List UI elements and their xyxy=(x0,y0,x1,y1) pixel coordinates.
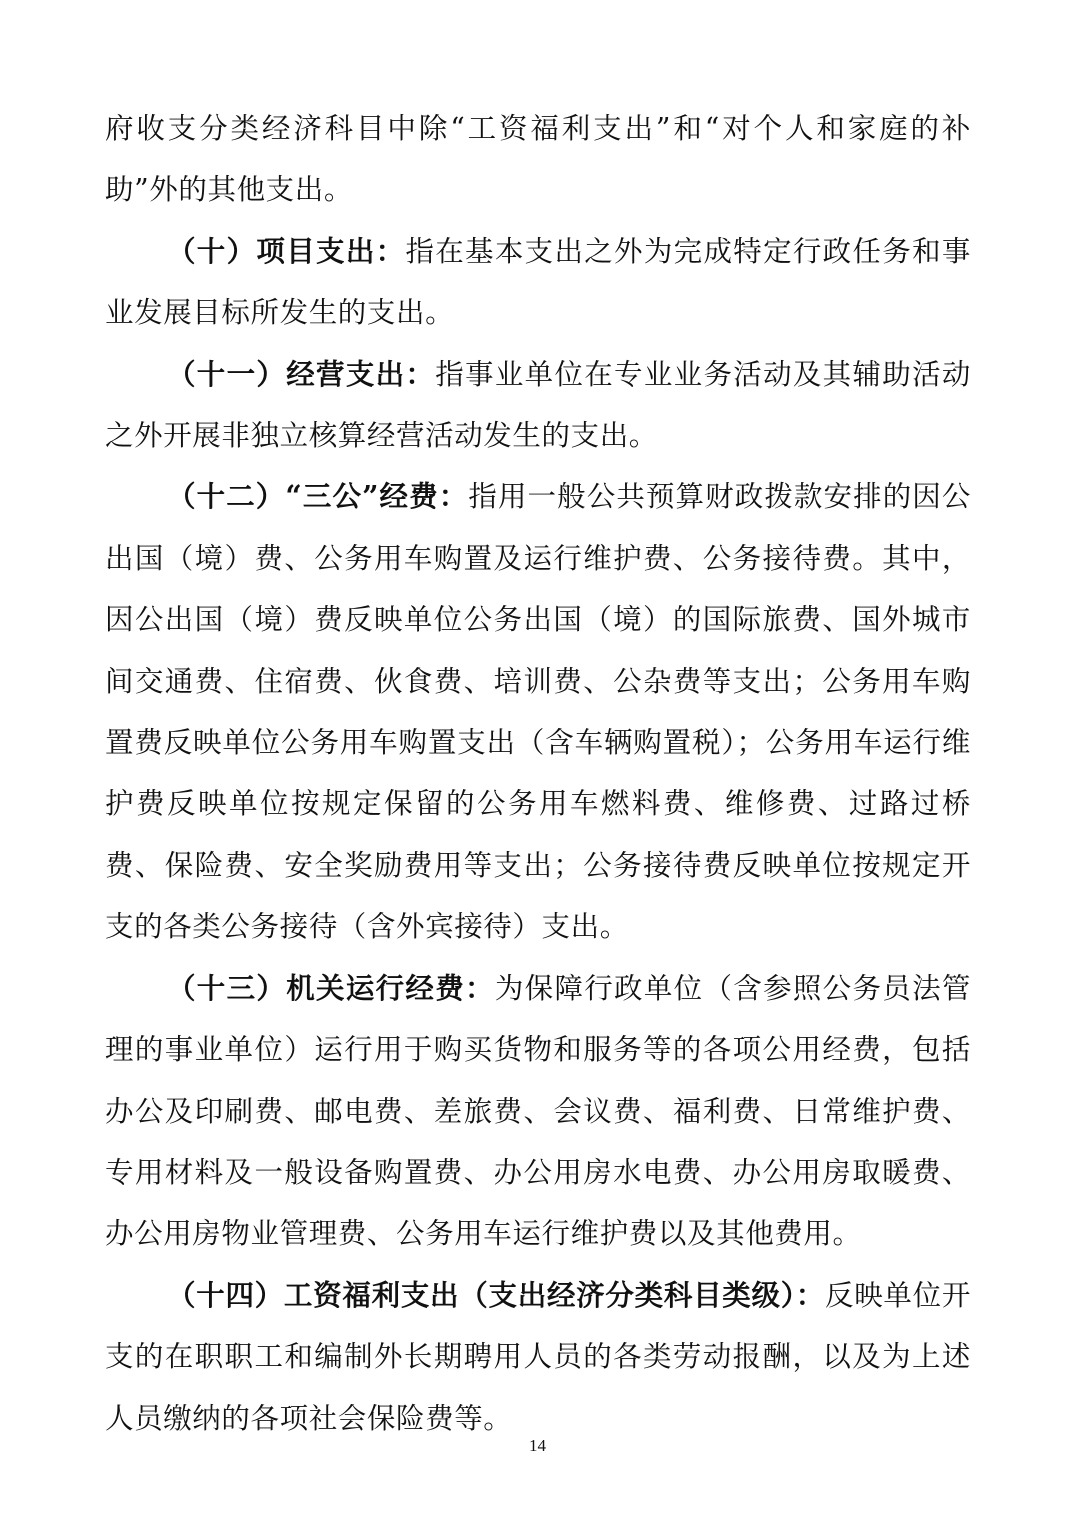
paragraph-project-expenditure xyxy=(105,221,971,344)
page-number: 14 xyxy=(529,1436,546,1455)
paragraph-text: 指用一般公共预算财政拨款安排的因公出国（境）费、公务用车购置及运行维护费、公务接待费。其中，因公出国（境）费反映单位公务出国（境）的国际旅费、国外城市间交通费、住宿费、伙食费、培训费、公杂费等支出；公务用车购置费反映单位公务用车购置支出（含车辆购置税）；公务用车运行维护费反映单位按规定保留的公务用车燃料费、维修费、过路过桥费、保险费、安全奖励费用等支出；公务接待费反映单位按规定开支的各类公务接待（含外宾接待）支出。 xyxy=(105,480,972,944)
document-body xyxy=(105,98,971,1449)
paragraph-term: （十一）经营支出： xyxy=(167,356,436,391)
paragraph-text: 指在基本支出之外为完成特定行政任务和事业发展目标所发生的支出。 xyxy=(105,234,971,330)
paragraph-three-public-expenses xyxy=(105,466,971,957)
paragraph-term: （十）项目支出： xyxy=(167,233,406,268)
paragraph-term: （十二）“三公”经费： xyxy=(167,479,469,514)
paragraph-term: （十三）机关运行经费： xyxy=(167,970,495,1005)
paragraph-text: 府收支分类经济科目中除“工资福利支出”和“对个人和家庭的补助”外的其他支出。 xyxy=(105,112,971,207)
paragraph-term: （十四）工资福利支出（支出经济分类科目类级）： xyxy=(167,1277,825,1312)
paragraph-wages-welfare xyxy=(105,1265,971,1449)
paragraph-text: 反映单位开支的在职职工和编制外长期聘用人员的各类劳动报酬，以及为上述人员缴纳的各项社会保险费等。 xyxy=(105,1278,971,1435)
paragraph-operating-expenditure xyxy=(105,344,971,467)
paragraph-text: 为保障行政单位（含参照公务员法管理的事业单位）运行用于购买货物和服务等的各项公用经费，包括办公及印刷费、邮电费、差旅费、会议费、福利费、日常维护费、专用材料及一般设备购置费、办公用房水电费、办公用房取暖费、办公用房物业管理费、公务用车运行维护费以及其他费用。 xyxy=(105,971,971,1251)
paragraph-agency-operating-funds xyxy=(105,958,971,1265)
paragraph-text: 指事业单位在专业业务活动及其辅助活动之外开展非独立核算经营活动发生的支出。 xyxy=(105,357,971,453)
paragraph-continuation xyxy=(105,98,971,221)
